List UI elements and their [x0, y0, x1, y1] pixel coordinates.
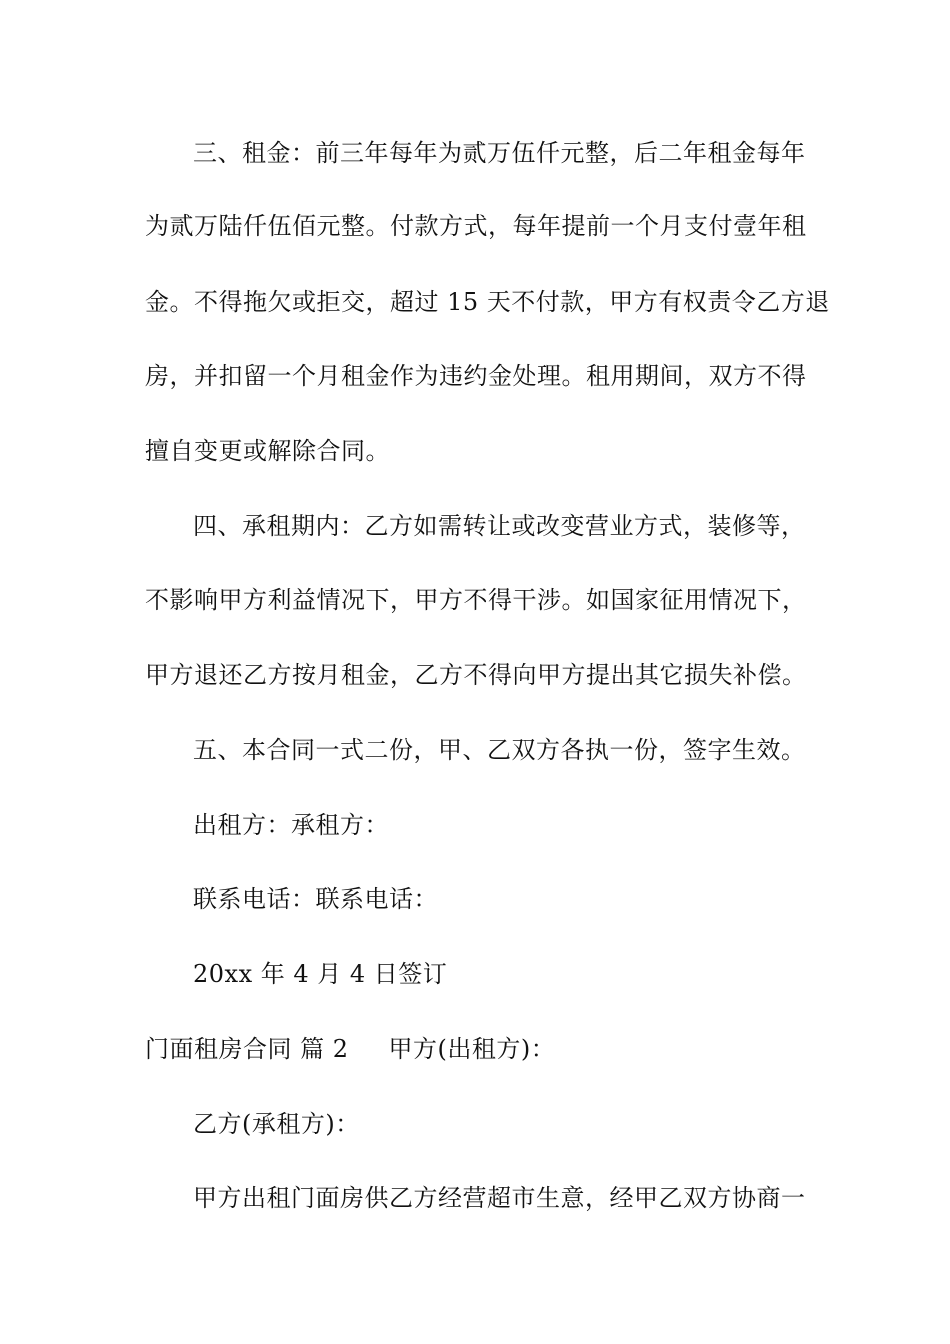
contact-phones: 联系电话：联系电话：: [193, 885, 438, 913]
lease-term-clause-line-1: 四、承租期内：乙方如需转让或改变营业方式，装修等，: [193, 512, 806, 540]
rent-clause-line-4: 房，并扣留一个月租金作为违约金处理。租用期间，双方不得: [145, 362, 807, 390]
party-a-label: 甲方(出租方)：: [388, 1035, 556, 1063]
sign-date: 20xx 年 4 月 4 日签订: [193, 960, 448, 988]
rent-clause-line-3: 金。不得拖欠或拒交，超过 15 天不付款，甲方有权责令乙方退: [145, 288, 830, 316]
rent-clause-line-1: 三、租金：前三年每年为贰万伍仟元整，后二年租金每年: [193, 139, 806, 167]
lease-term-clause-line-2: 不影响甲方利益情况下，甲方不得干涉。如国家征用情况下，: [145, 586, 807, 614]
contract-2-title: 门面租房合同 篇 2: [145, 1035, 349, 1063]
rent-clause-line-5: 擅自变更或解除合同。: [145, 437, 390, 465]
rent-clause-line-2: 为贰万陆仟伍佰元整。付款方式，每年提前一个月支付壹年租: [145, 212, 807, 240]
lease-term-clause-line-3: 甲方退还乙方按月租金，乙方不得向甲方提出其它损失补偿。: [145, 661, 807, 689]
copies-clause: 五、本合同一式二份，甲、乙双方各执一份，签字生效。: [193, 736, 806, 764]
signature-parties: 出租方：承租方：: [193, 811, 389, 839]
contract-2-heading-row: [145, 1034, 555, 1064]
contract-2-intro: 甲方出租门面房供乙方经营超市生意，经甲乙双方协商一: [193, 1184, 806, 1212]
party-b-label: 乙方(承租方)：: [193, 1110, 360, 1138]
